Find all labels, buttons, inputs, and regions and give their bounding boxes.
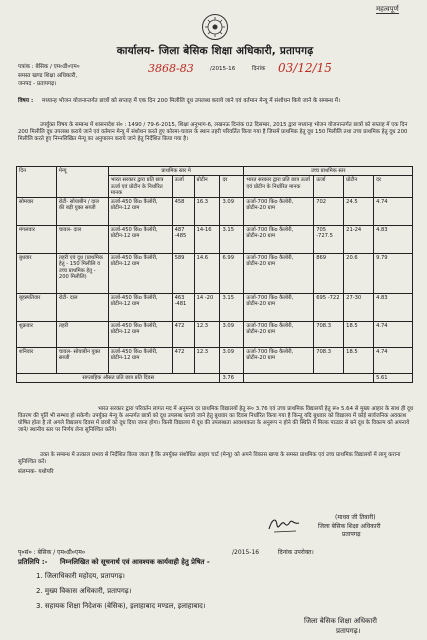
cell-rate-primary: 6.99	[220, 254, 244, 294]
cell-day: शुक्रवार	[17, 322, 57, 348]
cell-menu: तहरी	[56, 322, 108, 348]
cell-norm-upper: ऊर्जा-700 किo कैलोरी, प्रोटीन-20 ग्राम	[244, 322, 314, 348]
cell-day: सोमवार	[17, 198, 57, 226]
cell-norm-primary: ऊर्जा-450 किo कैलोरी, प्रोटीन-12 ग्राम	[108, 294, 172, 322]
sign2-title: जिला बेसिक शिक्षा अधिकारी	[304, 617, 377, 625]
header-rate-primary: दर	[220, 176, 244, 198]
cell-day: बृहस्पतिवार	[17, 294, 57, 322]
cell-rate-primary: 3.09	[220, 322, 244, 348]
header-rate-upper: दर	[374, 176, 413, 198]
header-energy-primary: ऊर्जा	[172, 176, 194, 198]
cell-protein-primary: 14.6	[194, 254, 220, 294]
cell-day: मंगलवार	[17, 226, 57, 254]
table-row	[17, 198, 413, 226]
sign2-place: प्रतापगढ़।	[336, 627, 361, 635]
cell-norm-primary: ऊर्जा-450 किo कैलोरी, प्रोटीन-12 ग्राम	[108, 348, 172, 374]
cell-energy-primary: 463 -481	[172, 294, 194, 322]
subject-text: मध्यान्ह भोजन योजनान्तर्गत छात्रों को सप्ताह में एक दिन 200 मिलीलि दूध उपलब्ध कराये जाने एवं वर्तमान मेन्यू में संशोधन किये जाने के सम्बन्ध में।	[42, 98, 341, 104]
cell-energy-primary: 472	[172, 322, 194, 348]
cell-menu: रोटी- दाल	[56, 294, 108, 322]
menu-table	[16, 166, 413, 383]
cell-norm-upper: ऊर्जा-700 किo कैलोरी, प्रोटीन-20 ग्राम	[244, 226, 314, 254]
ref-date-label: दिनांक	[252, 66, 266, 72]
table-row	[17, 226, 413, 254]
cell-rate-upper: 4.74	[374, 198, 413, 226]
ref-year: /2015-16	[210, 66, 236, 72]
ref-prefix: पत्रांक : बेसिक / एम०डी०एम०	[18, 64, 80, 70]
ref-date-handwritten: 03/12/15	[278, 61, 332, 75]
cell-norm-primary: ऊर्जा-450 किo कैलोरी, प्रोटीन-12 ग्राम	[108, 226, 172, 254]
ref2-prefix: पृ०सं० : बेसिक / एम०डी०एम०	[18, 549, 85, 556]
cell-average-upper: 5.61	[374, 374, 413, 383]
table-average-row	[17, 374, 413, 383]
cell-norm-primary: ऊर्जा-450 किo कैलोरी, प्रोटीन-12 ग्राम	[108, 254, 172, 294]
cell-protein-primary: 12.3	[194, 348, 220, 374]
cell-rate-primary: 3.09	[220, 198, 244, 226]
cell-rate-upper: 9.79	[374, 254, 413, 294]
cell-norm-upper: ऊर्जा-700 किo कैलोरी, प्रोटीन-20 ग्राम	[244, 254, 314, 294]
addressee-line-2: जनपद - प्रतापगढ़।	[18, 81, 57, 87]
enclosure-note: संलग्नक- यथोपरि	[18, 469, 54, 475]
cell-rate-upper: 4.74	[374, 322, 413, 348]
header-primary: प्राथमिक स्तर मे	[108, 167, 244, 176]
cell-energy-upper: 705 -727.5	[314, 226, 344, 254]
cell-rate-primary: 3.09	[220, 348, 244, 374]
cell-norm-upper: ऊर्जा-700 किo कैलोरी, प्रोटीन-20 ग्राम	[244, 198, 314, 226]
cell-protein-upper: 20.6	[344, 254, 374, 294]
table-row	[17, 322, 413, 348]
cell-energy-upper: 702	[314, 198, 344, 226]
cell-average-label: साप्ताहिक औसत प्रति छात्र प्रति दिवस	[17, 374, 220, 383]
copy-item-1: 1. जिलाधिकारी महोदय, प्रतापगढ़।	[36, 572, 125, 580]
cell-rate-primary: 3.15	[220, 294, 244, 322]
cell-energy-upper: 869	[314, 254, 344, 294]
ref2-date: दिनांक उपरोक्त।	[278, 549, 314, 556]
header-upper-primary: उच्च प्राथमिक स्तर	[244, 167, 413, 176]
cell-rate-upper: 4.74	[374, 348, 413, 374]
cell-protein-primary: 16.3	[194, 198, 220, 226]
cell-menu: चावल- दाल	[56, 226, 108, 254]
table-row	[17, 254, 413, 294]
table-row	[17, 348, 413, 374]
signatory-place: प्रतापगढ़	[342, 531, 361, 538]
cell-menu: चावल- सोयाबीन युक्त सब्जी	[56, 348, 108, 374]
office-title: कार्यालय- जिला बेसिक शिक्षा अधिकारी, प्रतापगढ़	[116, 45, 314, 57]
cell-protein-upper: 18.5	[344, 322, 374, 348]
cell-norm-primary: ऊर्जा-450 किo कैलोरी, प्रोटीन-12 ग्राम	[108, 198, 172, 226]
paragraph-3: उक्त के सम्बन्ध में तत्काल प्रभाव से निर्देशित किया जाता है कि उपर्युक्त संशोधित आहार चार्ट (मेन्यू) को अपने विकास खण्ड के समस्त प्राथमिक एवं उच्च प्राथमिक विद्यालयों में लागू कराना सुनिश्चित करें।	[18, 452, 401, 465]
cell-norm-upper: ऊर्जा-700 किo कैलोरी, प्रोटीन-20 ग्राम	[244, 348, 314, 374]
copy-label: प्रतिलिपि :-	[18, 558, 48, 566]
signatory-title: जिला बेसिक शिक्षा अधिकारी	[318, 523, 381, 530]
cell-rate-upper: 4.83	[374, 226, 413, 254]
header-norm-upper: भारत सरकार द्वारा प्रति छात्र ऊर्जा एवं प्रोटीन के निर्धारित मानक	[244, 176, 314, 198]
cell-energy-upper: 708.3	[314, 348, 344, 374]
cell-norm-primary: ऊर्जा-450 किo कैलोरी, प्रोटीन-12 ग्राम	[108, 322, 172, 348]
addressee-line-1: समस्त खण्ड शिक्षा अधिकारी,	[18, 73, 78, 79]
cell-rate-primary: 3.15	[220, 226, 244, 254]
cell-energy-upper: 695 -722	[314, 294, 344, 322]
cell-energy-primary: 472	[172, 348, 194, 374]
cell-menu: तहरी एवं दूध (प्राथमिक हेतु - 150 मिलीलि व उच्च प्राथमिक हेतु - 200 मिलीलि)	[56, 254, 108, 294]
cell-protein-upper: 27-30	[344, 294, 374, 322]
copy-intro: निम्नलिखित को सूचनार्थ एवं आवश्यक कार्यवाही हेतु प्रेषित -	[60, 558, 210, 566]
cell-protein-upper: 18.5	[344, 348, 374, 374]
paragraph-2: भारत सरकार द्वारा परिवर्तन लागत मद में अनुमन्य दर प्राथमिक विद्यालयों हेतु रू० 3.76 एवं उच्च प्राथमिक विद्यालयों हेतु रू० 5.64 से मुख्य आहार के साथ ही दूध वितरण की पूर्ति भी सम्भव हो सकेगी। उपर्युक्त मेन्यू के अन्तर्गत छात्रों को दूध उपलब्ध कराये जाने हेतु बुधवार का दिवस निर्धारित किया गया है किन्तु यदि बुधवार को विद्यालय में कोई सार्वजनिक अवकाश घोषित होता है तो अगले विद्यालय दिवस में छात्रों को दूध दिया जाना होगा। किसी विद्यालय में दूध की उपलब्धता आवश्यकता के अनुरूप न होने की स्थिति में मिल्क पाउडर से बने दूध के विकल्प को अपनाये जाने/ स्थानीय स्तर पर निर्णय लेना सुनिश्चित करेंगे।	[18, 406, 414, 433]
cell-protein-primary: 14-16	[194, 226, 220, 254]
header-menu: मेन्यू	[56, 167, 108, 198]
importance-stamp: महत्वपूर्ण	[376, 5, 399, 13]
cell-energy-primary: 589	[172, 254, 194, 294]
table-row	[17, 294, 413, 322]
cell-average-primary: 3.76	[220, 374, 244, 383]
header-energy-upper: ऊर्जा	[314, 176, 344, 198]
cell-energy-primary: 487 -485	[172, 226, 194, 254]
cell-rate-upper: 4.83	[374, 294, 413, 322]
copy-item-3: 3. सहायक शिक्षा निदेशक (बेसिक), इलाहाबाद मण्डल, इलाहाबाद।	[36, 602, 206, 610]
header-protein-primary: प्रोटीन	[194, 176, 220, 198]
cell-energy-primary: 458	[172, 198, 194, 226]
cell-protein-upper: 24.5	[344, 198, 374, 226]
cell-protein-upper: 21-24	[344, 226, 374, 254]
header-protein-upper: प्रोटीन	[344, 176, 374, 198]
subject-label: विषय :	[18, 98, 34, 104]
emblem-logo	[202, 14, 228, 40]
cell-protein-primary: 12.3	[194, 322, 220, 348]
ref-number-handwritten: 3868-83	[148, 62, 194, 75]
cell-day: बुधवार	[17, 254, 57, 294]
cell-day: शनिवार	[17, 348, 57, 374]
intro-paragraph: उपर्युक्त विषय के सम्बन्ध में शासनादेश सं० : 1490 / 79-6-2015, शिक्षा अनुभाग-6, लखनऊ दिनांक 02 दिसम्बर, 2015 द्वारा मध्यान्ह भोजन योजनान्तर्गत छात्रों को सप्ताह में एक दिन 200 मिलीलि दूध उपलब्ध कराये जाने एवं वर्तमान मेन्यू में संशोधन करते हुए कोरमा-चावल के स्थान तहरी परिवर्तित किया गया है जिसमें प्राथमिक हेतु दूध 150 मिलीलि तथा उच्च प्राथमिक हेतु दूध 200 मिलीलि करते हुए निम्नलिखित मेन्यू का अनुपालन कराये जाने हेतु निर्देशित किया गया है।	[18, 122, 408, 142]
header-norm-primary: भारत सरकार द्वारा प्रति छात्र ऊर्जा एवं प्रोटीन के निर्धारित मानक	[108, 176, 172, 198]
cell-protein-primary: 14 -20	[194, 294, 220, 322]
signature	[266, 513, 302, 535]
cell-energy-upper: 708.3	[314, 322, 344, 348]
signatory-name: (माधव जी तिवारी)	[335, 514, 376, 521]
ref2-year: /2015-16	[232, 549, 260, 556]
cell-norm-upper: ऊर्जा-700 किo कैलोरी, प्रोटीन-20 ग्राम	[244, 294, 314, 322]
header-day: दिन	[17, 167, 57, 198]
copy-item-2: 2. मुख्य विकास अधिकारी, प्रतापगढ़।	[36, 587, 132, 595]
cell-menu: रोटी- सोयाबीन / दाल की बड़ी युक्त सब्जी	[56, 198, 108, 226]
